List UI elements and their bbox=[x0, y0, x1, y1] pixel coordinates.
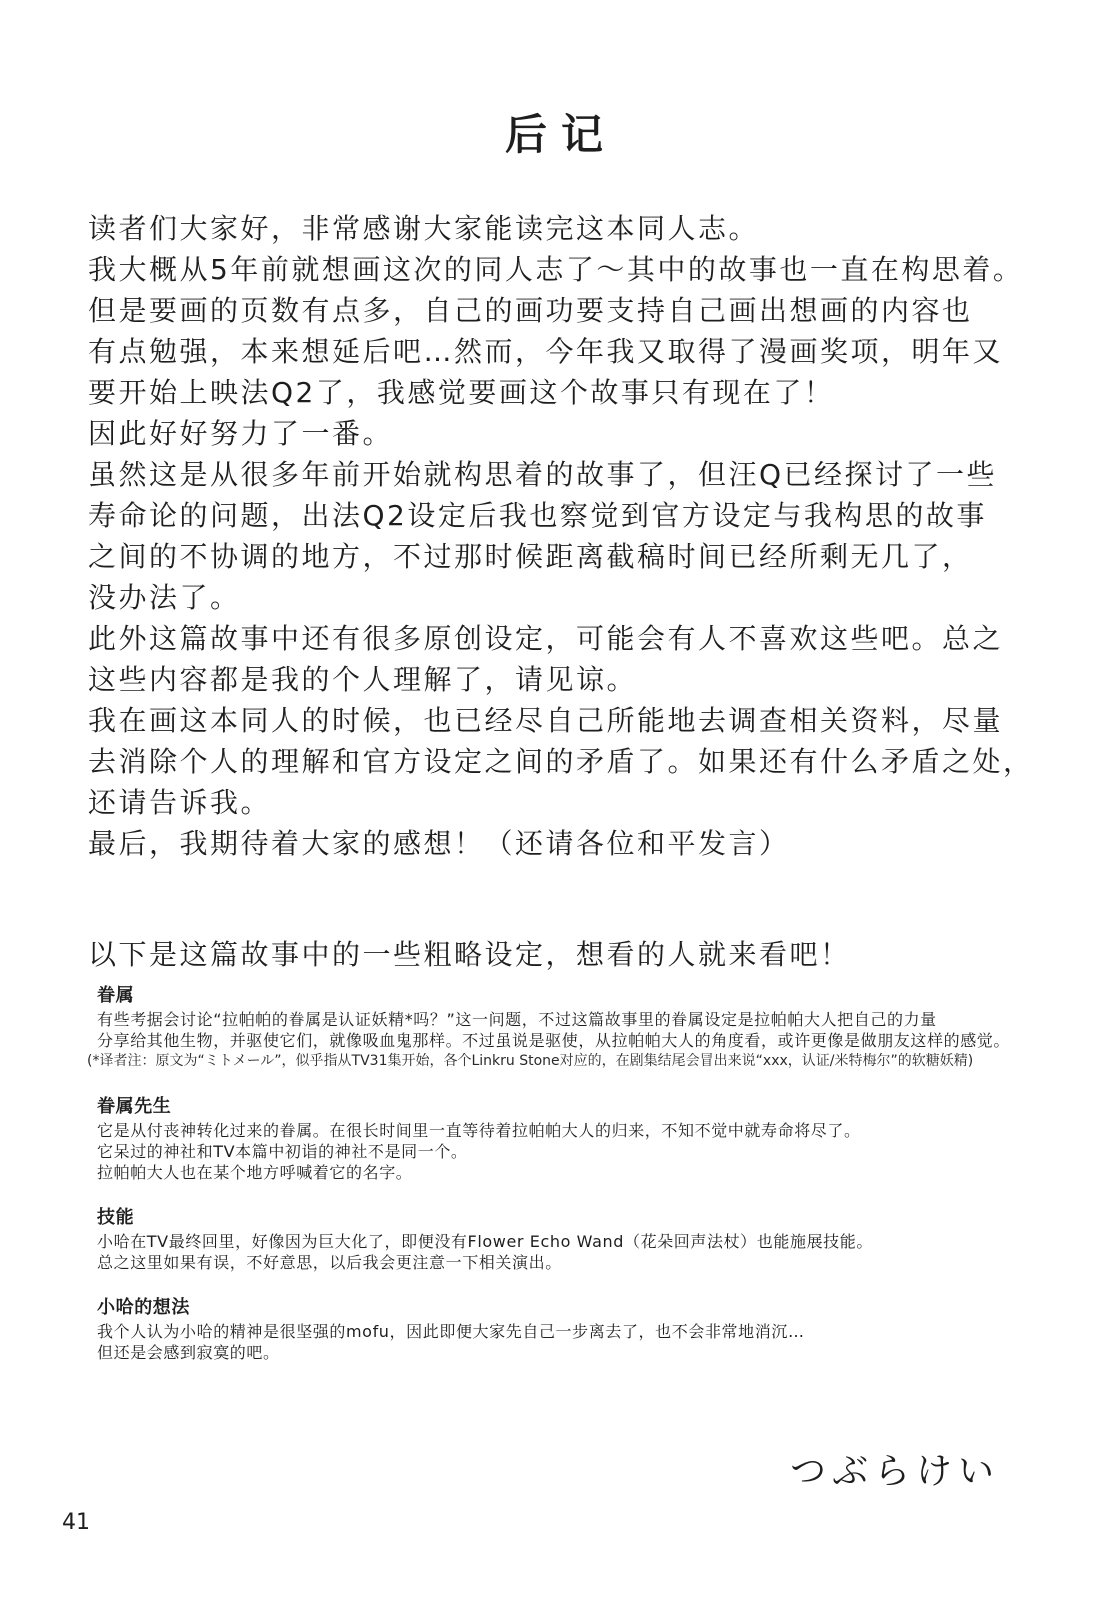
section-line: 拉帕帕大人也在某个地方呼喊着它的名字。 bbox=[97, 1163, 413, 1182]
afterword-line: 还请告诉我。 bbox=[88, 786, 272, 819]
section-line: 有些考据会讨论“拉帕帕的眷属是认证妖精*吗？”这一问题，不过这篇故事里的眷属设定是拉帕帕大人把自己的力量 bbox=[97, 1010, 937, 1029]
section-line: 但还是会感到寂寞的吧。 bbox=[97, 1343, 280, 1362]
page-number: 41 bbox=[62, 1510, 90, 1535]
settings-intro: 以下是这篇故事中的一些粗略设定，想看的人就来看吧！ bbox=[88, 938, 851, 971]
afterword-line: 但是要画的页数有点多，自己的画功要支持自己画出想画的内容也 bbox=[88, 294, 973, 327]
section-heading: 技能 bbox=[97, 1207, 135, 1228]
afterword-line: 最后，我期待着大家的感想！（还请各位和平发言） bbox=[88, 827, 790, 860]
afterword-line: 我在画这本同人的时候，也已经尽自己所能地去调查相关资料，尽量 bbox=[88, 704, 1004, 737]
settings-sections bbox=[87, 985, 1057, 1387]
afterword-line: 虽然这是从很多年前开始就构思着的故事了，但汪Q已经探讨了一些 bbox=[88, 458, 998, 491]
afterword-line: 读者们大家好，非常感谢大家能读完这本同人志。 bbox=[88, 212, 760, 245]
afterword-line: 因此好好努力了一番。 bbox=[88, 417, 394, 450]
section-xiaoha-thoughts bbox=[97, 1297, 1057, 1363]
section-line: 我个人认为小哈的精神是很坚强的mofu，因此即便大家先自己一步离去了，也不会非常地消沉… bbox=[97, 1322, 805, 1341]
section-heading: 小哈的想法 bbox=[97, 1297, 190, 1318]
section-heading: 眷属先生 bbox=[97, 1096, 172, 1117]
section-line: 总之这里如果有误，不好意思，以后我会更注意一下相关演出。 bbox=[97, 1253, 562, 1272]
afterword-line: 有点勉强，本来想延后吧…然而，今年我又取得了漫画奖项，明年又 bbox=[88, 335, 1004, 368]
section-juanshu bbox=[87, 985, 1057, 1072]
translator-note: (*译者注：原文为“ミトメール”，似乎指从TV31集开始，各个Linkru Stone对应的，在剧集结尾会冒出来说“xxx，认证/米特梅尔”的软糖妖精) bbox=[87, 1053, 974, 1069]
afterword-line: 去消除个人的理解和官方设定之间的矛盾了。如果还有什么矛盾之处， bbox=[88, 745, 1034, 778]
section-line: 小哈在TV最终回里，好像因为巨大化了，即便没有Flower Echo Wand（花朵回声法杖）也能施展技能。 bbox=[97, 1232, 873, 1251]
afterword-line: 之间的不协调的地方，不过那时候距离截稿时间已经所剩无几了， bbox=[88, 540, 973, 573]
section-line: 它呆过的神社和TV本篇中初诣的神社不是同一个。 bbox=[97, 1142, 468, 1161]
afterword-line: 要开始上映法Q2了，我感觉要画这个故事只有现在了！ bbox=[88, 376, 835, 409]
afterword-line: 此外这篇故事中还有很多原创设定，可能会有人不喜欢这些吧。总之 bbox=[88, 622, 1004, 655]
section-heading: 眷属 bbox=[97, 985, 135, 1006]
afterword-line: 这些内容都是我的个人理解了，请见谅。 bbox=[88, 663, 638, 696]
section-jineng bbox=[97, 1207, 1057, 1273]
afterword-line: 我大概从5年前就想画这次的同人志了～其中的故事也一直在构思着。 bbox=[88, 253, 1024, 286]
afterword-paragraph bbox=[88, 208, 1048, 864]
page-title: 后记 bbox=[504, 110, 617, 159]
afterword-line: 寿命论的问题，出法Q2设定后我也察觉到官方设定与我构思的故事 bbox=[88, 499, 987, 532]
afterword-line: 没办法了。 bbox=[88, 581, 241, 614]
section-juanshu-xiansheng bbox=[97, 1096, 1057, 1183]
section-line: 分享给其他生物，并驱使它们，就像吸血鬼那样。不过虽说是驱使，从拉帕帕大人的角度看，或许更像是做朋友这样的感觉。 bbox=[97, 1031, 1011, 1050]
author-signature: つぶらけい bbox=[789, 1451, 1000, 1492]
section-line: 它是从付丧神转化过来的眷属。在很长时间里一直等待着拉帕帕大人的归来，不知不觉中就寿命将尽了。 bbox=[97, 1121, 861, 1140]
